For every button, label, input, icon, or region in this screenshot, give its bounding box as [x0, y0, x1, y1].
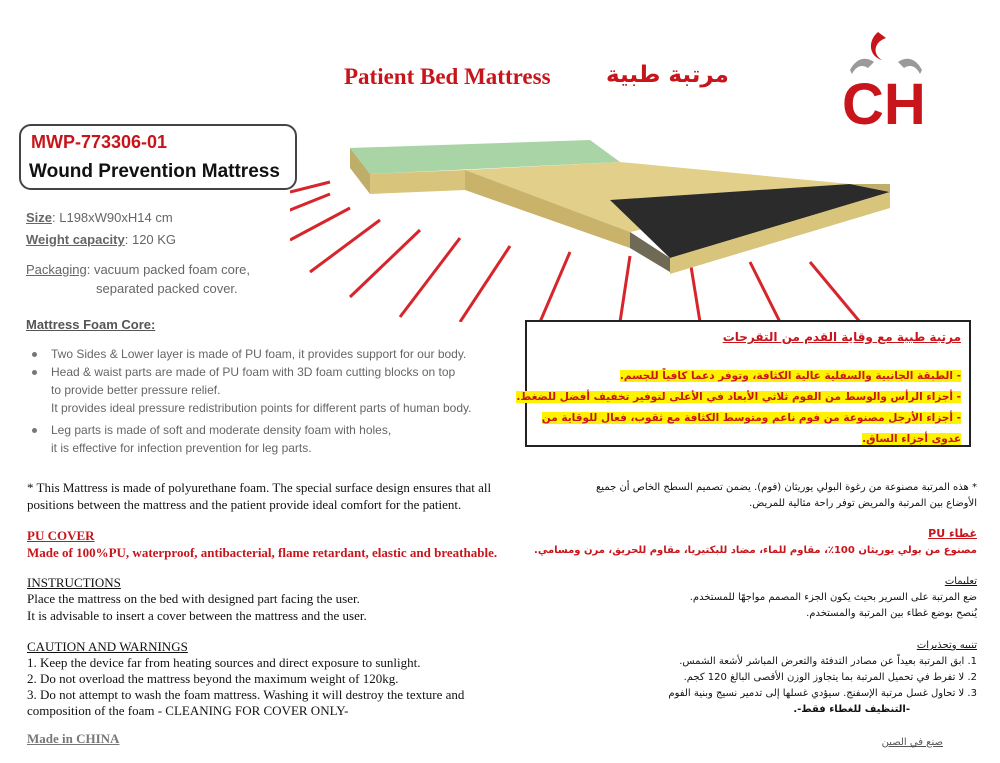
note-ar-line-2: الأوضاع بين المرتبة والمريض توفر راحة مثالية للمريض.	[749, 498, 977, 509]
foam-bullet-3	[32, 422, 391, 438]
note-en-line-1: * This Mattress is made of polyurethane foam. The special surface design ensures that all	[27, 480, 492, 495]
caution-line-2-en: 2. Do not overload the mattress beyond the maximum weight of 120kg.	[27, 671, 399, 686]
caution-line-1-ar: 1. ابق المرتبة بعيداً عن مصادر التدفئة والتعرض المباشر لأشعة الشمس.	[679, 656, 977, 667]
arabic-box-title	[723, 326, 961, 345]
foam-bullet-2-line-3: It provides ideal pressure redistribution points for different parts of human body.	[51, 401, 472, 415]
title-en: Patient Bed Mattress	[344, 64, 551, 89]
instructions-line-1-ar: ضع المرتبة على السرير بحيث يكون الجزء المصمم مواجهًا للمستخدم.	[689, 592, 977, 603]
instructions-title-ar: تعليمات	[944, 576, 977, 587]
arabic-box-line-3	[542, 406, 961, 425]
instructions-title-en: INSTRUCTIONS	[27, 575, 121, 590]
pu-cover-title-ar: غطاء PU	[928, 527, 977, 540]
instructions-line-2-en: It is advisable to insert a cover between the mattress and the user.	[27, 608, 367, 623]
arabic-box-line-1-text: - الطبقة الجانبية والسفلية عالية الكثافة، وتوفر دعما كافياً للجسم.	[619, 370, 961, 382]
made-in-en: Made in CHINA	[27, 731, 120, 746]
spec-packaging-value-2: separated packed cover.	[96, 281, 238, 296]
foam-core-title: Mattress Foam Core:	[26, 317, 156, 332]
spec-weight-label: Weight capacity	[26, 232, 125, 247]
product-code: MWP-773306-01	[31, 132, 168, 152]
made-in-ar: صنع في الصين	[881, 737, 943, 748]
spec-packaging-label: Packaging	[26, 262, 87, 277]
instructions-line-1-en: Place the mattress on the bed with designed part facing the user.	[27, 591, 360, 606]
product-name: Wound Prevention Mattress	[29, 161, 280, 182]
spec-weight-value: : 120 KG	[124, 232, 177, 247]
spec-packaging-value-1: : vacuum packed foam core,	[86, 262, 251, 277]
title-ar: مرتبة طبية	[606, 62, 729, 88]
mattress-illustration	[290, 122, 890, 322]
logo-crescent	[871, 32, 886, 60]
caution-line-3-ar: 3. لا تحاول غسل مرتبة الإسفنج. سيؤدي غسلها إلى تدمير نسيج وبنية الفوم	[668, 688, 977, 699]
pu-cover-desc-en: Made of 100%PU, waterproof, antibacterial, flame retardant, elastic and breathable.	[27, 545, 498, 560]
foam-bullet-1	[32, 346, 466, 362]
caution-line-3-en: 3. Do not attempt to wash the foam mattress. Washing it will destroy the texture and	[27, 687, 465, 702]
arabic-box-title-text: مرتبة طبية مع وقاية القدم من التقرحات	[722, 330, 961, 344]
brand-logo	[838, 28, 934, 128]
note-ar-line-1: * هذه المرتبة مصنوعة من رغوة البولي يوريثان (فوم). يضمن تصميم السطح الخاص أن جميع	[595, 482, 977, 493]
foam-bullet-2-line-2: to provide better pressure relief.	[51, 383, 221, 397]
caution-line-4-ar: -التنظيف للغطاء فقط-.	[793, 704, 910, 715]
caution-line-1-en: 1. Keep the device far from heating sources and direct exposure to sunlight.	[27, 655, 421, 670]
instructions-line-2-ar: يُنصح بوضع غطاء بين المرتبة والمستخدم.	[806, 608, 977, 619]
spec-size-value: : L198xW90xH14 cm	[52, 210, 173, 225]
arabic-box-line-1	[620, 364, 961, 383]
spec-size-label: Size	[26, 210, 53, 225]
spec-packaging	[26, 262, 250, 277]
arabic-feature-box	[516, 320, 971, 447]
caution-line-2-ar: 2. لا تفرط في تحميل المرتبة بما يتجاوز الوزن الأقصى البالغ 120 كجم.	[683, 672, 977, 683]
foam-bullet-1-line-1: Two Sides & Lower layer is made of PU foam, it provides support for our body.	[51, 347, 467, 361]
foam-bullet-2	[32, 364, 455, 380]
bullet-dot	[32, 352, 37, 357]
arabic-box-line-3-text: - أجزاء الأرجل مصنوعة من فوم ناعم ومتوسط الكثافة مع ثقوب، فعال للوقاية من	[541, 412, 961, 424]
caution-line-4-en: composition of the foam - CLEANING FOR COVER ONLY-	[27, 703, 349, 718]
logo-text: CH	[842, 72, 926, 128]
arabic-box-line-2-text: - أجزاء الرأس والوسط من الفوم ثلاثي الأبعاد في الأعلى لتوفير تخفيف أفضل للضغط.	[516, 391, 961, 403]
arabic-box-line-4-text: عدوى أجزاء الساق.	[862, 433, 961, 445]
arabic-box-line-4	[862, 427, 961, 446]
foam-bullet-2-line-1: Head & waist parts are made of PU foam with 3D foam cutting blocks on top	[51, 365, 456, 379]
spec-weight	[26, 232, 176, 247]
foam-bullet-3-line-1: Leg parts is made of soft and moderate density foam with holes,	[51, 423, 392, 437]
bullet-dot	[32, 370, 37, 375]
arabic-box-line-2	[516, 385, 961, 404]
caution-title-en: CAUTION AND WARNINGS	[27, 639, 188, 654]
foam-bullet-3-line-2: it is effective for infection prevention for leg parts.	[51, 441, 312, 455]
pu-cover-desc-ar: مصنوع من بولي يوريثان 100٪، مقاوم للماء، مضاد للبكتيريا، مقاوم للحريق، مرن ومسامي.	[534, 545, 977, 556]
note-en-line-2: positions between the mattress and the patient provide ideal comfort for the patient.	[27, 497, 462, 512]
product-title-box	[19, 124, 297, 190]
caution-title-ar: تنبيه وتحذيرات	[916, 640, 977, 651]
bullet-dot	[32, 428, 37, 433]
mattress-head-front	[370, 170, 465, 194]
spec-size	[26, 210, 173, 225]
pu-cover-title-en: PU COVER	[27, 528, 95, 543]
